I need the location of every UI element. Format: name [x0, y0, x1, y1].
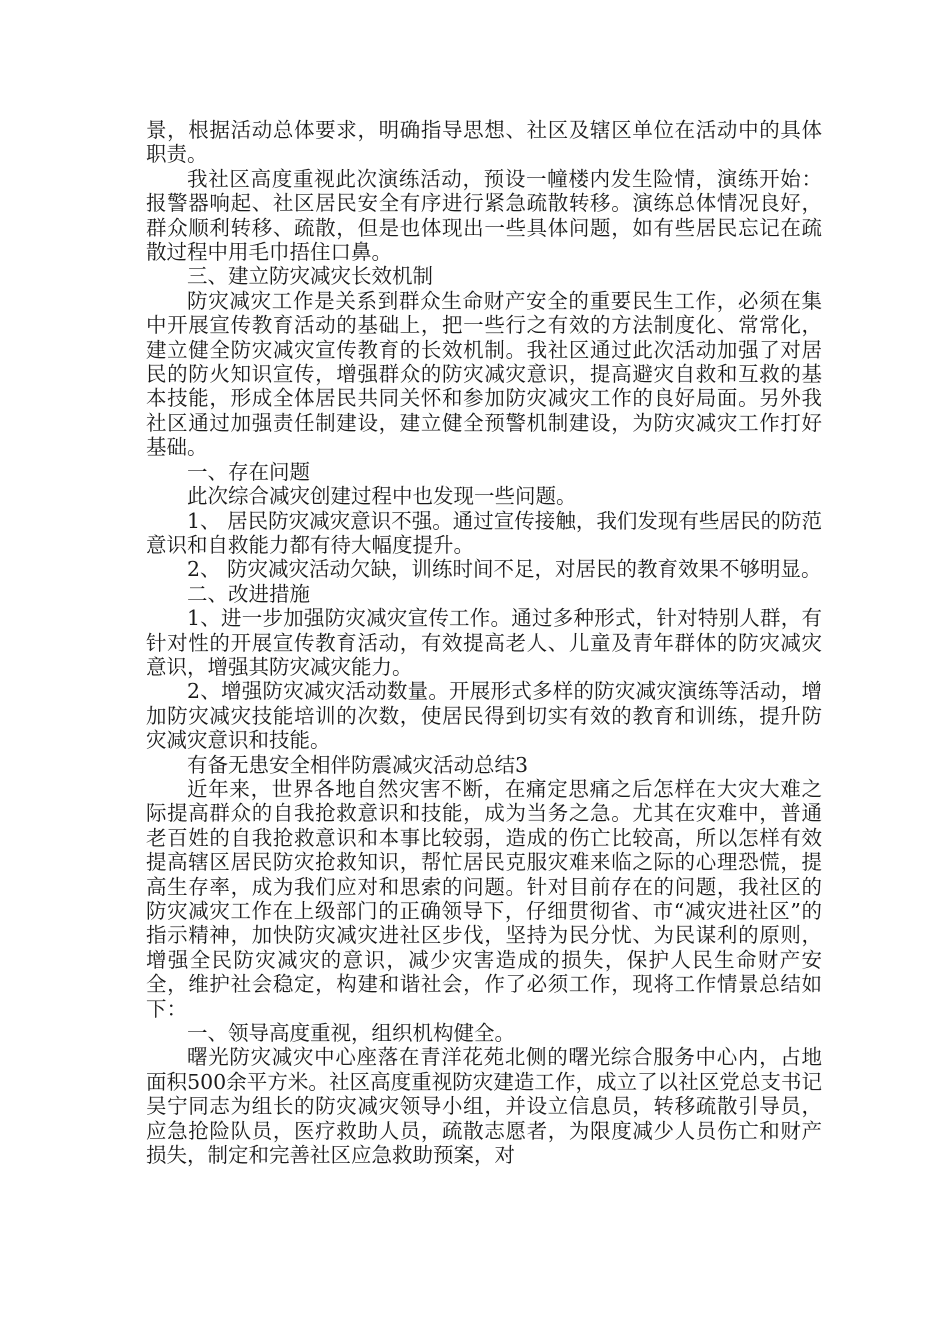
section-heading: 一、存在问题: [187, 459, 310, 484]
paragraph: 防灾减灾工作是关系到群众生命财产安全的重要民生工作，必须在集中开展宣传教育活动的基础上，把一些行之有效的方法制度化、常常化，建立健全防灾减灾宣传教育的长效机制。我社区通过此次活动加强了对居民的防火知识宣传，增强群众的防灾减灾意识，提高避灾自救和互救的基本技能，形成全体居民共同关怀和参加防灾减灾工作的良好局面。另外我社区通过加强责任制建设，建立健全预警机制建设，为防灾减灾工作打好基础。: [146, 288, 822, 460]
list-item: 1、进一步加强防灾减灾宣传工作。通过多种形式，针对特别人群，有针对性的开展宣传教育活动，有效提高老人、儿童及青年群体的防灾减灾意识，增强其防灾减灾能力。: [146, 606, 822, 679]
section-heading: 二、改进措施: [187, 581, 310, 606]
section-heading: 一、领导高度重视，组织机构健全。: [187, 1021, 515, 1046]
document-title: 有备无患安全相伴防震减灾活动总结3: [187, 752, 529, 777]
document-page: [146, 118, 822, 1167]
paragraph: 曙光防灾减灾中心座落在青洋花苑北侧的曙光综合服务中心内，占地面积500余平方米。社区高度重视防灾建造工作，成立了以社区党总支书记吴宁同志为组长的防灾减灾领导小组，并设立信息员，转移疏散引导员，应急抢险队员，医疗救助人员，疏散志愿者，为限度减少人员伤亡和财产损失，制定和完善社区应急救助预案，对: [146, 1045, 822, 1168]
list-item: 2、 防灾减灾活动欠缺，训练时间不足，对居民的教育效果不够明显。: [187, 557, 822, 582]
paragraph: 我社区高度重视此次演练活动，预设一幢楼内发生险情，演练开始：报警器响起、社区居民安全有序进行紧急疏散转移。演练总体情况良好，群众顺利转移、疏散，但是也体现出一些具体问题，如有些居民忘记在疏散过程中用毛巾捂住口鼻。: [146, 166, 822, 265]
paragraph: 近年来，世界各地自然灾害不断，在痛定思痛之后怎样在大灾大难之际提高群众的自我抢救意识和技能，成为当务之急。尤其在灾难中，普通老百姓的自我抢救意识和本事比较弱，造成的伤亡比较高，所以怎样有效提高辖区居民防灾抢救知识，帮忙居民克服灾难来临之际的心理恐慌，提高生存率，成为我们应对和思索的问题。针对目前存在的问题，我社区的防灾减灾工作在上级部门的正确领导下，仔细贯彻省、市“减灾进社区”的指示精神，加快防灾减灾进社区步伐，坚持为民分忧、为民谋利的原则，增强全民防灾减灾的意识，减少灾害造成的损失，保护人民生命财产安全，维护社会稳定，构建和谐社会，作了必须工作，现将工作情景总结如下：: [146, 776, 822, 1021]
list-item: 1、 居民防灾减灾意识不强。通过宣传接触，我们发现有些居民的防范意识和自救能力都有待大幅度提升。: [146, 508, 822, 557]
paragraph: 景，根据活动总体要求，明确指导思想、社区及辖区单位在活动中的具体职责。: [146, 118, 822, 167]
section-heading: 三、建立防灾减灾长效机制: [187, 264, 433, 289]
list-item: 2、增强防灾减灾活动数量。开展形式多样的防灾减灾演练等活动，增加防灾减灾技能培训的次数，使居民得到切实有效的教育和训练，提升防灾减灾意识和技能。: [146, 679, 822, 753]
paragraph: 此次综合减灾创建过程中也发现一些问题。: [187, 484, 577, 509]
